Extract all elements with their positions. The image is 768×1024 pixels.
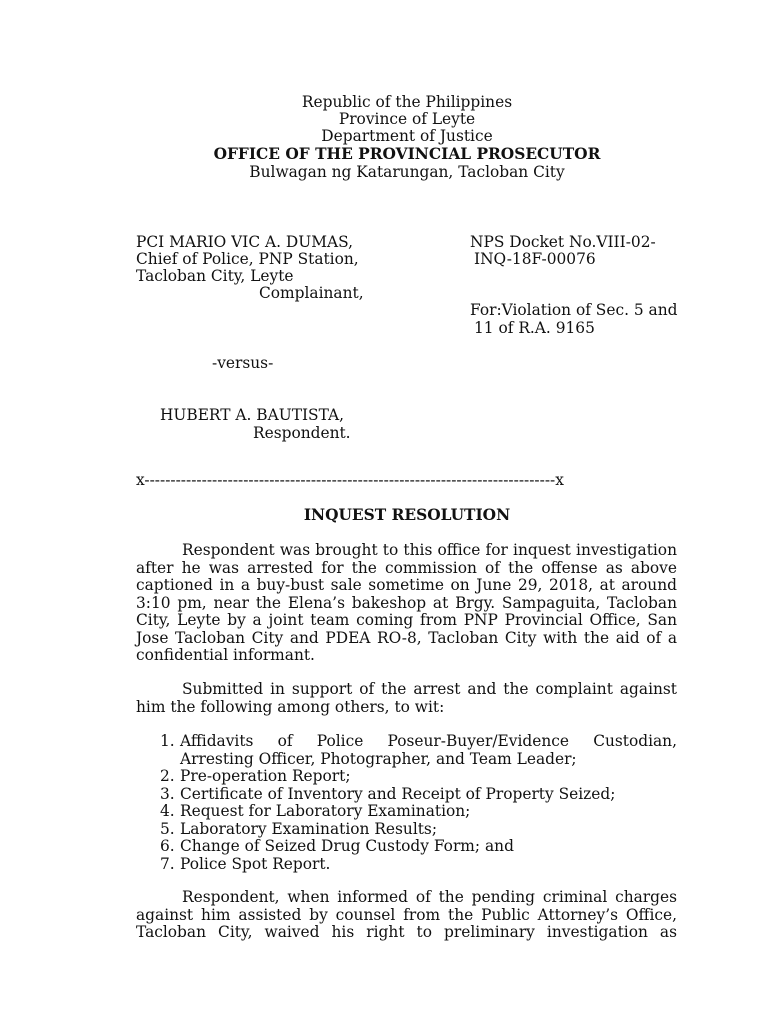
header-department: Department of Justice <box>321 127 493 145</box>
list-item-text: Certificate of Inventory and Receipt of Property Seized; <box>180 784 616 803</box>
paragraph-line: him the following among others, to wit: <box>136 697 445 716</box>
list-item-number: 7. <box>160 854 175 873</box>
paragraph-line: City, Leyte by a joint team coming from PNP Provincial Office, San <box>136 611 677 629</box>
resolution-title: INQUEST RESOLUTION <box>303 506 511 524</box>
list-item <box>136 856 677 874</box>
header-office: OFFICE OF THE PROVINCIAL PROSECUTOR <box>213 145 601 163</box>
respondent-name: HUBERT A. BAUTISTA, <box>160 406 345 424</box>
paragraph-line: after he was arrested for the commission of the offense as above <box>136 558 677 577</box>
complainant-place: Tacloban City, Leyte <box>136 267 294 285</box>
header-address: Bulwagan ng Katarungan, Tacloban City <box>249 163 565 181</box>
list-item-number: 3. <box>160 784 175 803</box>
list-item-text: Affidavits of Police Poseur-Buyer/Evidence Custodian, <box>180 732 677 750</box>
paragraph-line: confidential informant. <box>136 646 315 664</box>
complainant-label: Complainant, <box>259 284 364 302</box>
list-item-number: 5. <box>160 819 175 838</box>
paragraph-line: Submitted in support of the arrest and the complaint against <box>182 680 677 698</box>
list-item-text: Arresting Officer, Photographer, and Team Leader; <box>180 749 577 768</box>
list-item-number: 6. <box>160 837 175 855</box>
list-item-number: 2. <box>160 767 175 785</box>
list-item-text: Pre-operation Report; <box>180 767 351 785</box>
paragraph-1 <box>136 542 677 665</box>
list-item-text: Laboratory Examination Results; <box>180 819 438 838</box>
list-item <box>136 838 677 856</box>
paragraph-line: Respondent, when informed of the pending criminal charges <box>182 888 677 906</box>
list-item <box>136 768 677 786</box>
docket-number-line1: NPS Docket No.VIII-02- <box>470 233 656 251</box>
evidence-list <box>136 733 677 873</box>
complainant-name: PCI MARIO VIC A. DUMAS, <box>136 233 353 251</box>
paragraph-line: captioned in a buy-bust sale sometime on June 29, 2018, at around <box>136 576 677 594</box>
list-item-number: 1. <box>160 732 175 750</box>
offense-line1: For:Violation of Sec. 5 and <box>470 301 678 319</box>
list-item-text: Request for Laboratory Examination; <box>180 802 471 820</box>
list-item-number: 4. <box>160 802 175 820</box>
offense-line2: 11 of R.A. 9165 <box>474 319 595 337</box>
paragraph-line: Respondent was brought to this office for inquest investigation <box>182 541 677 559</box>
paragraph-2 <box>136 681 677 716</box>
list-item-text: Police Spot Report. <box>180 854 331 873</box>
list-item <box>136 821 677 839</box>
list-item-text: Change of Seized Drug Custody Form; and <box>180 837 514 855</box>
header-republic: Republic of the Philippines <box>301 93 513 111</box>
paragraph-3 <box>136 889 677 942</box>
list-item <box>136 733 677 768</box>
paragraph-line: 3:10 pm, near the Elena’s bakeshop at Brgy. Sampaguita, Tacloban <box>136 593 677 612</box>
respondent-label: Respondent. <box>253 424 351 442</box>
paragraph-line: Tacloban City, waived his right to preliminary investigation as <box>136 923 677 941</box>
complainant-title: Chief of Police, PNP Station, <box>136 250 359 268</box>
caption-separator: x-------------------------------------------------------------------------------x <box>136 472 564 489</box>
versus-label: -versus- <box>212 354 274 372</box>
header-province: Province of Leyte <box>338 110 476 128</box>
list-item <box>136 786 677 804</box>
list-item <box>136 803 677 821</box>
docket-number-line2: INQ-18F-00076 <box>474 250 596 268</box>
paragraph-line: against him assisted by counsel from the Public Attorney’s Office, <box>136 905 677 924</box>
paragraph-line: Jose Tacloban City and PDEA RO-8, Tacloban City with the aid of a <box>136 628 677 647</box>
